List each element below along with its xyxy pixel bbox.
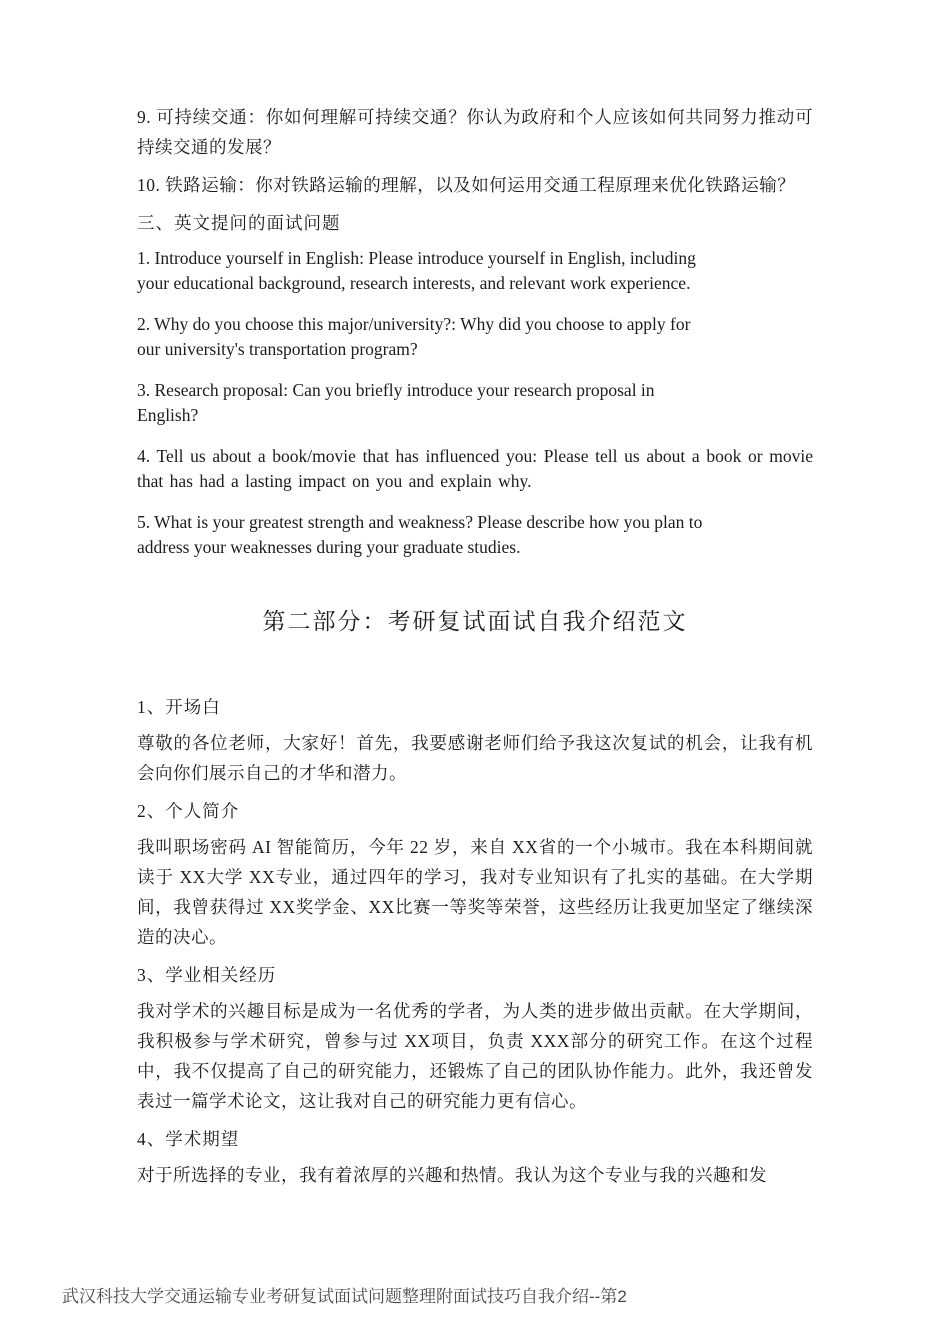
part2-section-1-heading: 1、开场白	[137, 697, 221, 717]
question-item-9: 9. 可持续交通：你如何理解可持续交通？你认为政府和个人应该如何共同努力推动可持续交通的发展？	[137, 107, 813, 157]
english-question-3: 3. Research proposal: Can you briefly introduce your research proposal in English?	[137, 380, 655, 425]
part2-section-1-body: 尊敬的各位老师，大家好！首先，我要感谢老师们给予我这次复试的机会，让我有机会向你们展示自己的才华和潜力。	[137, 733, 813, 783]
part2-section-2-heading: 2、个人简介	[137, 801, 240, 821]
english-question-4: 4. Tell us about a book/movie that has influenced you: Please tell us about a book or movie that has had a lasting impact on you and explain why.	[137, 446, 813, 491]
part2-title: 第二部分：考研复试面试自我介绍范文	[262, 609, 688, 634]
english-question-5: 5. What is your greatest strength and weakness? Please describe how you plan to address your weaknesses during your graduate studies.	[137, 512, 703, 557]
part2-section-2-body: 我叫职场密码 AI 智能简历，今年 22 岁，来自 XX省的一个小城市。我在本科期间就读于 XX大学 XX专业，通过四年的学习，我对专业知识有了扎实的基础。在大学期间，我曾获得过 XX奖学金、XX比赛一等奖等荣誉，这些经历让我更加坚定了继续深造的决心。	[137, 837, 813, 947]
english-question-1: 1. Introduce yourself in English: Please introduce yourself in English, including your educational background, research interests, and relevant work experience.	[137, 248, 696, 293]
part2-section-4-body: 对于所选择的专业，我有着浓厚的兴趣和热情。我认为这个专业与我的兴趣和发	[137, 1165, 767, 1185]
question-item-10: 10. 铁路运输：你对铁路运输的理解，以及如何运用交通工程原理来优化铁路运输？	[137, 175, 796, 195]
english-question-2: 2. Why do you choose this major/university?: Why did you choose to apply for our university's transportation program?	[137, 314, 691, 359]
part2-section-3-heading: 3、学业相关经历	[137, 965, 277, 985]
section-heading-english-questions: 三、英文提问的面试问题	[137, 213, 341, 233]
part2-section-3-body: 我对学术的兴趣目标是成为一名优秀的学者，为人类的进步做出贡献。在大学期间，我积极参与学术研究，曾参与过 XX项目，负责 XXX部分的研究工作。在这个过程中，我不仅提高了自己的研究能力，还锻炼了自己的团队协作能力。此外，我还曾发表过一篇学术论文，这让我对自己的研究能力更有信心。	[137, 1001, 813, 1111]
document-content	[137, 102, 813, 1198]
page-footer-title: 武汉科技大学交通运输专业考研复试面试问题整理附面试技巧自我介绍--第2	[62, 1287, 627, 1306]
part2-section-4-heading: 4、学术期望	[137, 1129, 240, 1149]
